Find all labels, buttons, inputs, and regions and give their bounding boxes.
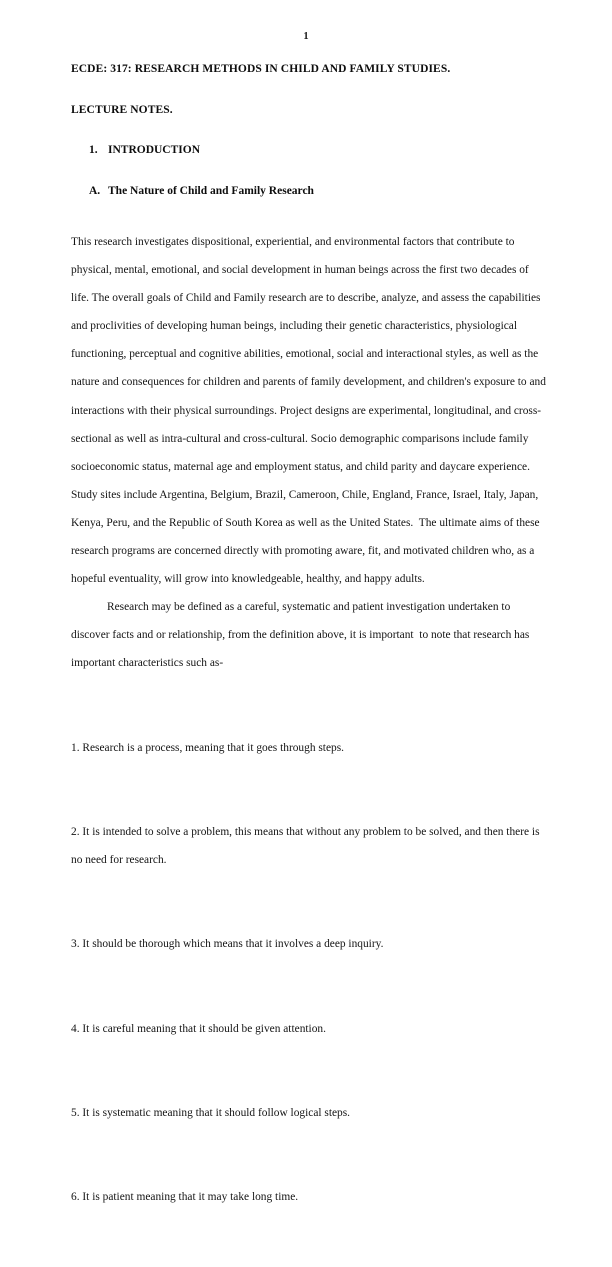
paragraph-nature-of-research: This research investigates dispositional, experiential, and environmental factors that contribute to physical, mental, emotional, and social development in human beings across the first two decades of life. The overall goals of Child and Family research are to describe, analyze, and assess the capabilities and proclivities of developing human beings, including their genetic characteristics, physiological functioning, perceptual and cognitive abilities, emotional, social and interactional styles, as well as the nature and consequences for children and parents of family development, and children's exposure to and interactions with their physical surroundings. Project designs are experimental, longitudinal, and cross-sectional as well as intra-cultural and cross-cultural. Socio demographic comparisons include family socioeconomic status, maternal age and employment status, and child parity and daycare experience. Study sites include Argentina, Belgium, Brazil, Cameroon, Chile, England, France, Israel, Italy, Japan, Kenya, Peru, and the Republic of South Korea as well as the United States. The ultimate aims of these research programs are concerned directly with promoting aware, fit, and motivated children who, as a hopeful eventuality, will grow into knowledgeable, healthy, and happy adults. — [71, 228, 547, 593]
paragraph-research-definition: Research may be defined as a careful, systematic and patient investigation undertaken to discover facts and or relationship, from the definition above, it is important to note that research has important characteristics such as- — [71, 593, 547, 677]
list-item: 1. Research is a process, meaning that it goes through steps. — [71, 734, 547, 762]
list-item: 3. It should be thorough which means that it involves a deep inquiry. — [71, 930, 547, 958]
list-item: 4. It is careful meaning that it should be given attention. — [71, 1015, 547, 1043]
page-number: 1 — [0, 31, 612, 42]
subsection-marker: A. — [89, 184, 108, 198]
section-heading-introduction — [89, 143, 547, 157]
characteristics-list — [71, 678, 547, 1267]
document-subtitle: LECTURE NOTES. — [71, 103, 547, 117]
list-item: 2. It is intended to solve a problem, this means that without any problem to be solved, and then there is no need for research. — [71, 818, 547, 874]
subsection-heading-label: The Nature of Child and Family Research — [108, 185, 314, 197]
list-item: 5. It is systematic meaning that it should follow logical steps. — [71, 1099, 547, 1127]
section-heading-label: INTRODUCTION — [108, 144, 200, 156]
page-title: ECDE: 317: RESEARCH METHODS IN CHILD AND FAMILY STUDIES. — [71, 62, 547, 76]
list-item: 6. It is patient meaning that it may take long time. — [71, 1183, 547, 1211]
document-body — [71, 62, 547, 1267]
section-marker: 1. — [89, 143, 108, 157]
section-heading-nature-of-child-and-family-research — [89, 184, 547, 198]
